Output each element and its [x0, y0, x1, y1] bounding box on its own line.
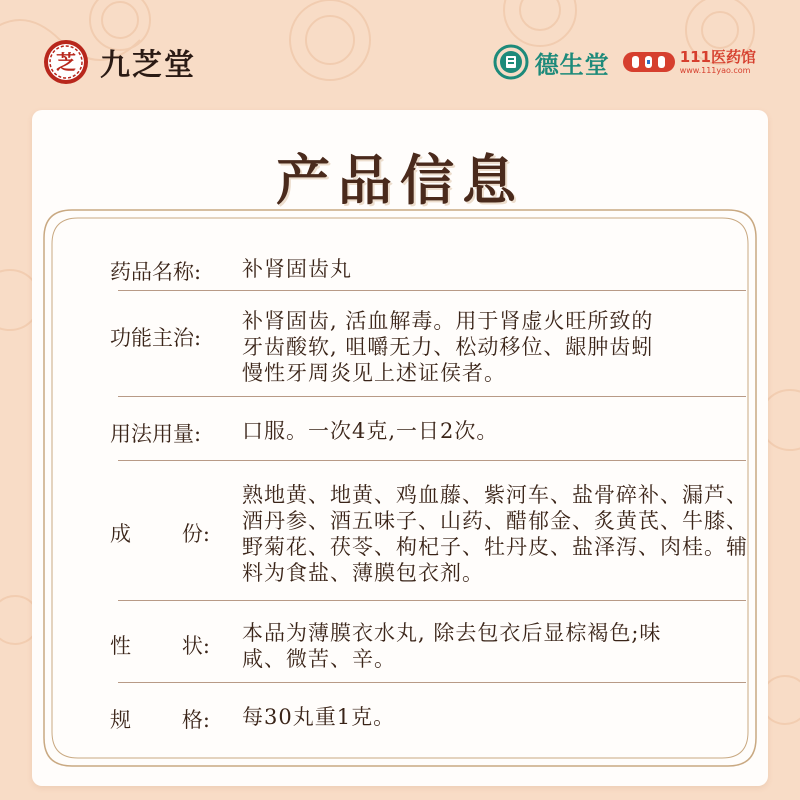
- divider: [118, 682, 746, 683]
- pill-icon: [622, 51, 676, 73]
- row-drug-name: [110, 256, 750, 286]
- value-indications: [242, 308, 750, 386]
- value-specification: [242, 704, 750, 734]
- row-appearance: [110, 620, 750, 672]
- value-line: 牙齿酸软, 咀嚼无力、松动移位、龈肿齿蚓: [242, 335, 654, 359]
- label-char: 格:: [181, 708, 210, 732]
- value-line: 酒丹参、酒五味子、山药、醋郁金、炙黄芪、牛膝、: [242, 509, 748, 533]
- value-ingredients: [242, 482, 750, 586]
- row-indications: [110, 308, 750, 386]
- divider: [118, 460, 746, 461]
- value-line: 慢性牙周炎见上述证侯者。: [242, 361, 506, 385]
- label-char: 规: [110, 708, 131, 732]
- row-ingredients: [110, 482, 750, 586]
- brand-name: 九芝堂: [100, 48, 196, 83]
- value-appearance: [242, 620, 750, 672]
- brand-partners: [493, 44, 756, 80]
- value-line: 熟地黄、地黄、鸡血藤、紫河车、盐骨碎补、漏芦、: [242, 483, 748, 507]
- value-line: 野菊花、茯苓、枸杞子、牡丹皮、盐泽泻、肉桂。辅: [242, 535, 748, 559]
- label-ingredients: [110, 482, 242, 586]
- deshengtang-logo-icon: [493, 44, 529, 80]
- divider: [118, 396, 746, 397]
- header: [0, 0, 800, 110]
- divider: [118, 600, 746, 601]
- row-specification: [110, 704, 750, 734]
- label-char: 成: [110, 522, 131, 546]
- deshengtang-name: 德生堂: [534, 49, 610, 79]
- value-line: 本品为薄膜衣水丸, 除去包衣后显棕褐色;味: [242, 621, 662, 645]
- label-indications: 功能主治:: [110, 326, 202, 350]
- value-line: 咸、微苦、辛。: [242, 647, 396, 671]
- label-specification: [110, 704, 242, 734]
- label-char: 性: [110, 634, 131, 658]
- value-dosage: [242, 418, 750, 448]
- row-dosage: [110, 418, 750, 448]
- label-dosage: 用法用量:: [110, 422, 202, 446]
- page-title: 产品信息: [276, 148, 524, 212]
- value-line: 口服。一次4克,一日2次。: [242, 419, 499, 443]
- product-info-card: [32, 110, 768, 786]
- pharmacy-url: www.111yao.com: [679, 65, 751, 75]
- value-line: 每30丸重1克。: [242, 705, 396, 729]
- label-drug-name: 药品名称:: [110, 260, 202, 284]
- value-drug-name: [242, 256, 750, 286]
- value-line: 补肾固齿丸: [242, 257, 352, 281]
- label-char: 状:: [181, 634, 210, 658]
- value-line: 补肾固齿, 活血解毒。用于肾虚火旺所致的: [242, 309, 654, 333]
- label-char: 份:: [181, 522, 210, 546]
- divider: [118, 290, 746, 291]
- label-appearance: [110, 620, 242, 672]
- brand-jiuzhitang: [42, 38, 196, 86]
- value-line: 料为食盐、薄膜包衣剂。: [242, 561, 484, 585]
- 111-pharmacy-logo: [622, 47, 756, 75]
- pharmacy-name: 111医药馆: [679, 47, 756, 66]
- seal-char: 芝: [56, 50, 76, 74]
- brand-seal-icon: [42, 38, 90, 86]
